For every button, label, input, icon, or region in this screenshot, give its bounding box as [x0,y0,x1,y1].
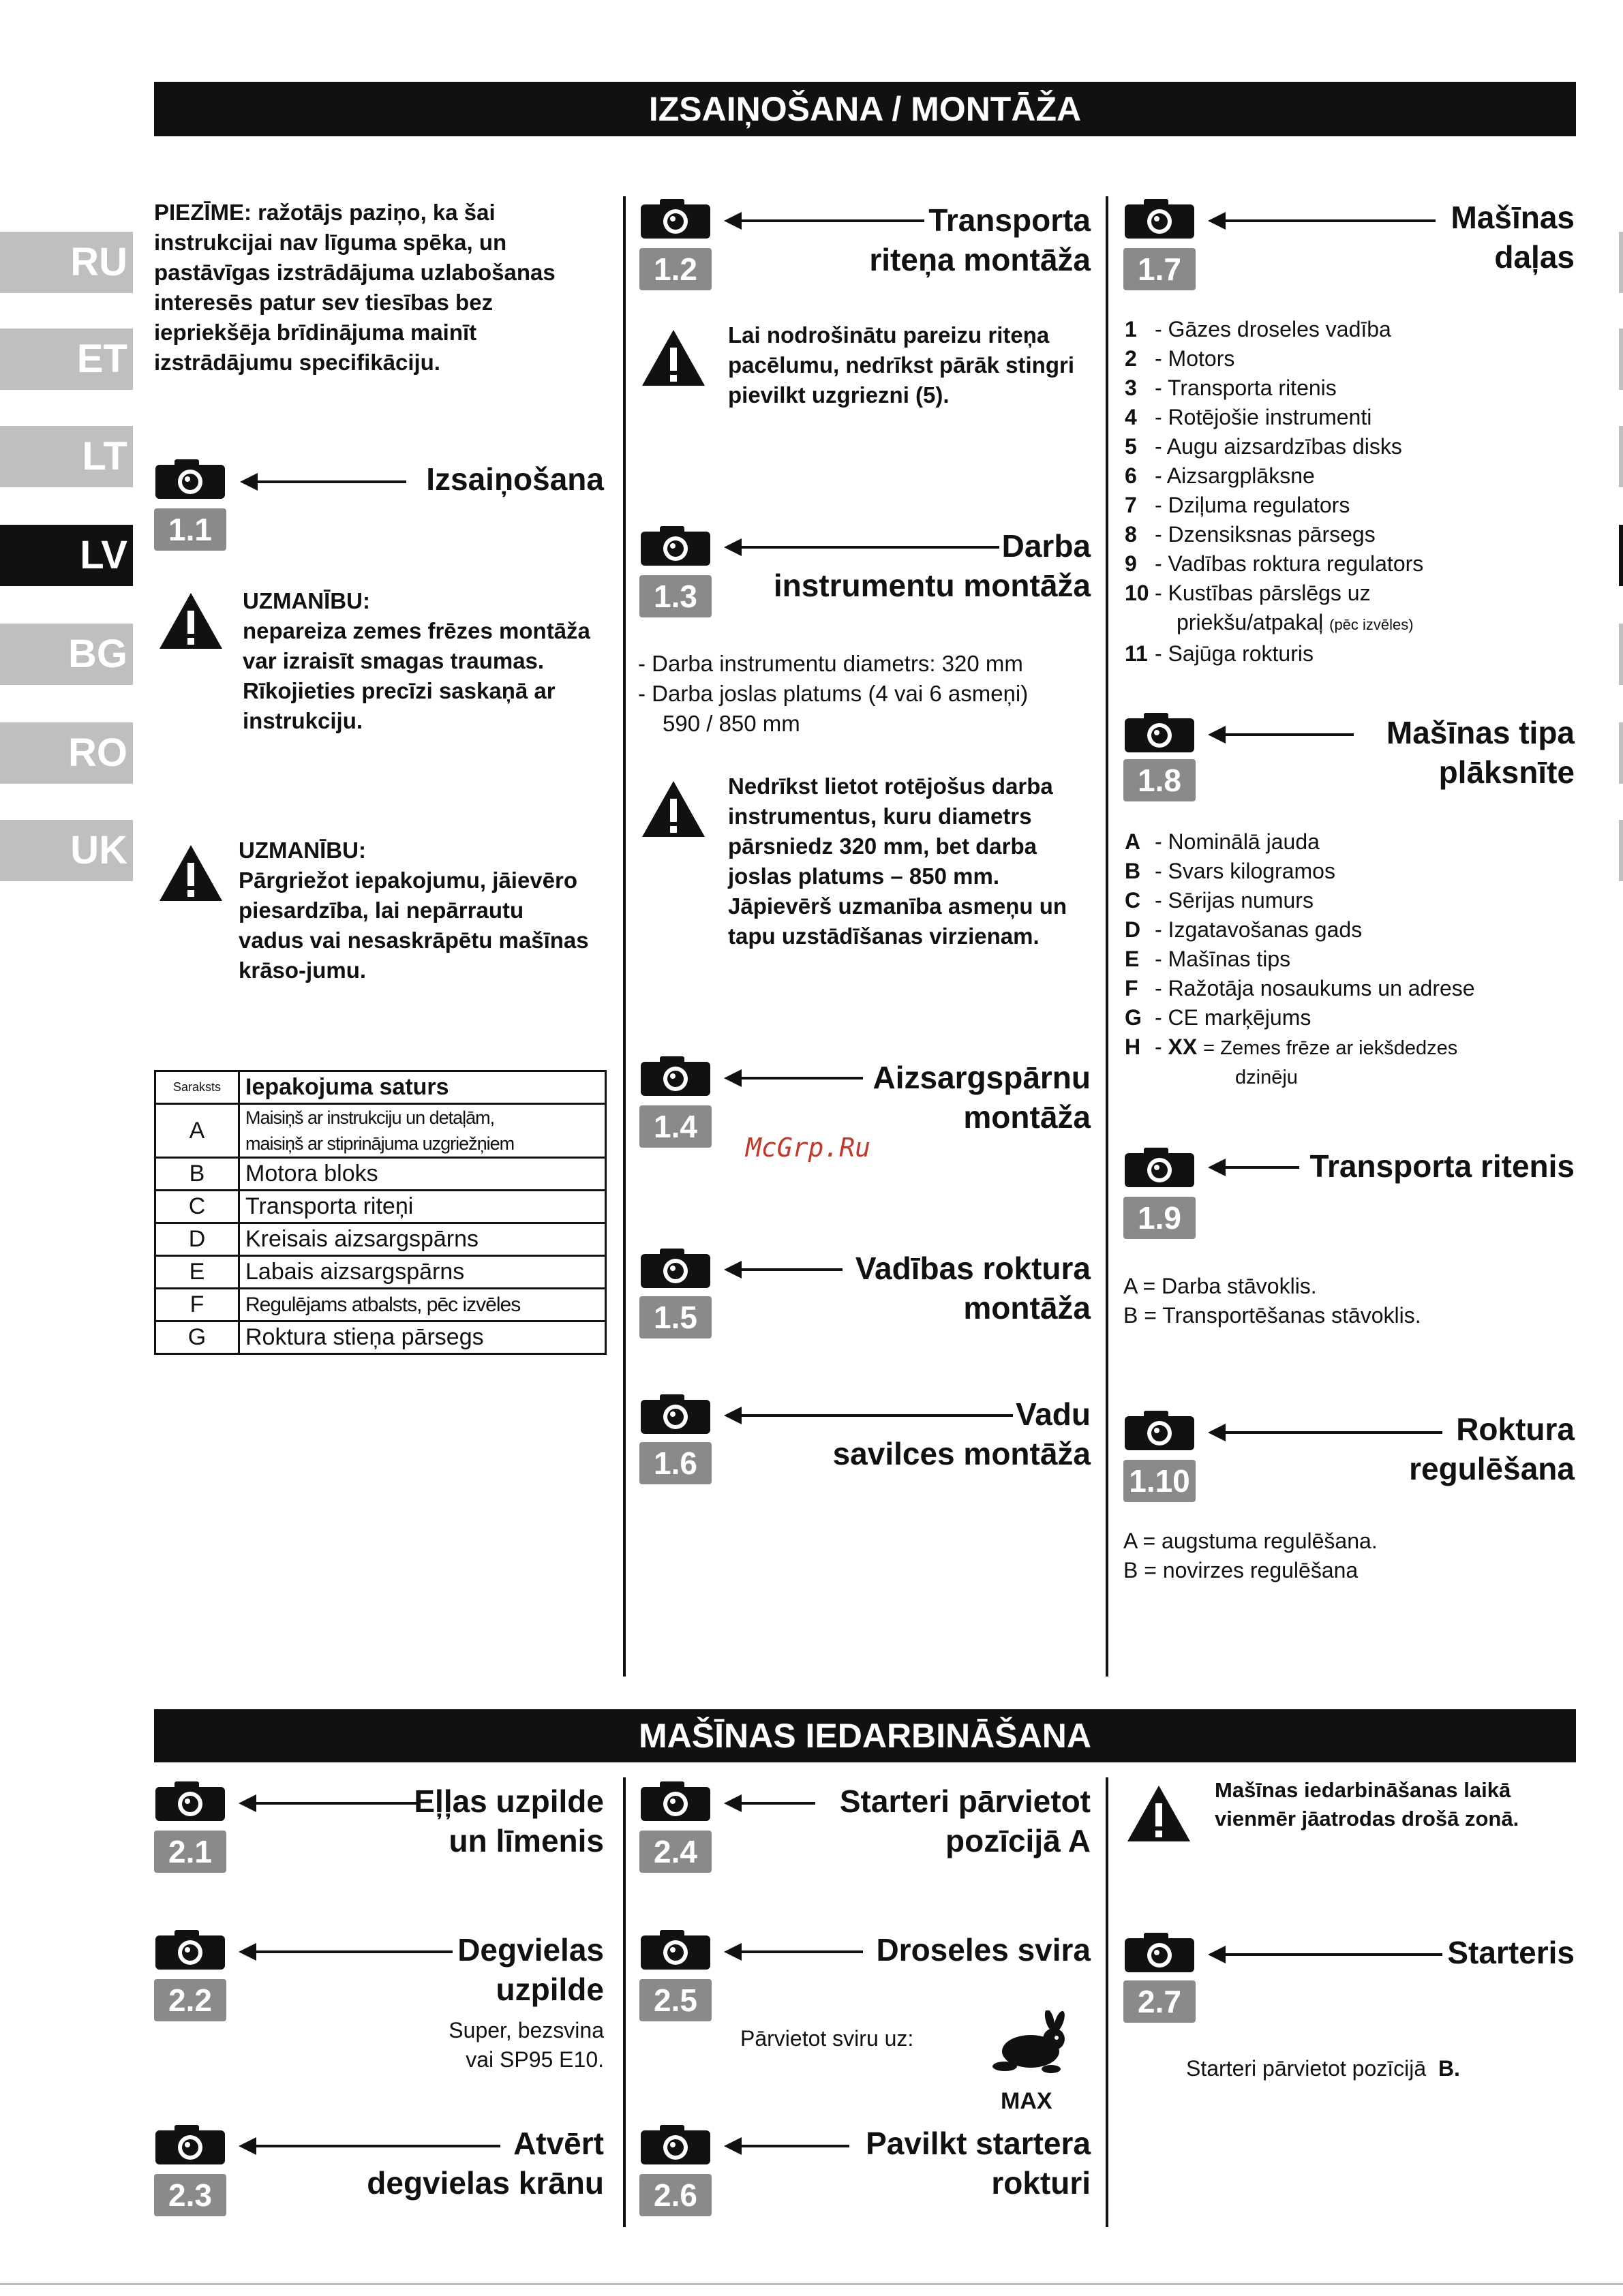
title-line: instrumentu montāža [773,568,1091,603]
list-item: 5 - Augu aizsardzības disks [1125,434,1402,459]
lang-tab-lt[interactable]: LT [0,426,133,487]
section-number: 1.4 [639,1105,712,1148]
parts-list [1125,315,1575,669]
table-cell: E [155,1256,239,1289]
table-row [155,1289,606,1321]
warning-icon [639,778,708,840]
list-item: H - XX = Zemes frēze ar iekšdedzes [1125,1035,1458,1059]
table-row [155,1191,606,1223]
column-divider [623,196,626,1677]
camera-icon [154,1929,226,1971]
section-number: 1.10 [1123,1460,1196,1502]
right-edge-tab [1619,232,1623,293]
starter-note-text: Starteri pārvietot pozīcijā [1186,2056,1427,2081]
section-number: 1.3 [639,575,712,617]
choke-max-label: MAX [1001,2088,1052,2114]
lang-tab-ro[interactable]: RO [0,722,133,784]
list-item: 6 - Aizsargplāksne [1125,463,1315,488]
title-line: Pavilkt startera [866,2126,1091,2161]
title-line: Atvērt [513,2126,604,2161]
title-line: Roktura [1456,1411,1575,1447]
list-item: A = augstuma regulēšana. [1123,1529,1378,1553]
list-item: 1 - Gāzes droseles vadība [1125,317,1391,341]
title-line: Transporta [928,202,1091,238]
package-contents-table [154,1070,607,1355]
list-item: 2 - Motors [1125,346,1235,371]
startup-warning-text: Mašīnas iedarbināšanas laikā vienmēr jāatrodas drošā zonā. [1215,1778,1519,1831]
camera-icon [639,1393,712,1435]
choke-text: Pārvietot sviru uz: [740,2026,914,2051]
section-number: 2.7 [1123,1980,1196,2023]
warning-icon [157,590,225,652]
table-row [155,1158,606,1191]
title-line: Darba [1001,528,1091,564]
list-item: B = Transportēšanas stāvoklis. [1123,1303,1421,1328]
title-line: un līmenis [449,1823,604,1858]
section-number: 1.9 [1123,1197,1196,1239]
list-item: A = Darba stāvoklis. [1123,1274,1317,1298]
table-cell: Kreisais aizsargspārns [239,1223,606,1256]
title-line: daļas [1494,239,1575,275]
starter-note-pos: B. [1438,2056,1460,2081]
warning-icon [1125,1783,1193,1844]
section-1-4-title [750,1058,1091,1137]
section-number: 1.5 [639,1296,712,1338]
list-item: 10 - Kustības pārslēgs uz [1125,581,1371,605]
title-line: montāža [963,1099,1091,1135]
list-item: 4 - Rotējošie instrumenti [1125,405,1372,429]
table-header-cell: Saraksts [155,1071,239,1104]
warning-label: UZMANĪBU: [239,838,366,863]
table-cell: Transporta riteņi [239,1191,606,1223]
table-row [155,1223,606,1256]
list-item: 9 - Vadības roktura regulators [1125,551,1424,576]
camera-icon [1123,198,1196,240]
section-1-3-title [750,526,1091,605]
section-number: 1.6 [639,1442,712,1484]
handle-adjust [1123,1527,1573,1585]
list-item: B = novirzes regulēšana [1123,1558,1359,1582]
section-2-4-title [750,1781,1091,1861]
section-2-2-title [273,1930,604,2009]
camera-icon [639,1780,712,1822]
list-item: dzinēju [1235,1067,1298,1088]
table-header-cell: Iepakojuma saturs [239,1071,606,1104]
list-item: 11 - Sajūga rokturis [1125,641,1314,666]
table-header-row [155,1071,606,1104]
list-item: G - CE marķējums [1125,1005,1311,1030]
table-cell: Regulējams atbalsts, pēc izvēles [239,1289,606,1321]
fuel-note [286,2016,604,2075]
startup-banner: MAŠĪNAS IEDARBINĀŠANA [154,1709,1576,1762]
section-1-8-title [1295,713,1575,792]
instrument-specs [638,649,1102,739]
section-1-10-title [1295,1409,1575,1488]
camera-icon [1123,1409,1196,1452]
table-cell: D [155,1223,239,1256]
right-edge-tab [1619,426,1623,487]
section-1-6-title [750,1394,1091,1473]
list-item: priekšu/atpakaļ (pēc izvēles) [1177,610,1414,634]
lang-tab-lv[interactable]: LV [0,525,133,586]
camera-icon [639,525,712,567]
section-number: 2.1 [154,1831,226,1873]
column-divider [623,1777,626,2227]
spec-line: - Darba joslas platums (4 vai 6 asmeņi) [638,681,1029,706]
lang-tab-uk[interactable]: UK [0,820,133,881]
warning-1-2-text: Lai nodrošinātu pareizu riteņa pacēlumu, nedrīkst pārāk stingri pievilkt uzgriezni (5). [728,322,1074,408]
note-label: PIEZĪME: [154,200,252,225]
list-item: C - Sērijas numurs [1125,888,1314,913]
lang-tab-ru[interactable]: RU [0,232,133,293]
table-row [155,1321,606,1354]
camera-icon [1123,1146,1196,1189]
list-item: A - Nominālā jauda [1125,829,1320,854]
title-line: pozīcijā A [945,1823,1091,1858]
title-line: Starteri pārvietot [839,1784,1091,1819]
title-line: Mašīnas tipa [1386,715,1575,750]
title-line: montāža [963,1290,1091,1326]
table-cell-line: Maisiņš ar instrukciju un detaļām, [245,1107,495,1128]
right-edge-tab [1619,722,1623,784]
right-edge-tab [1619,624,1623,685]
lang-tab-et[interactable]: ET [0,328,133,390]
warning-1-3-text: Nedrīkst lietot rotējošus darba instrumentus, kuru diametrs pārsniedz 320 mm, bet darba joslas platums – 850 mm. Jāpievērš uzmanība asmeņu un tapu uzstādīšanas virzienam. [728,774,1067,949]
warning-icon [639,327,708,388]
warning-2-text [239,836,593,985]
camera-icon [154,2124,226,2166]
title-line: Aizsargspārnu [873,1060,1091,1095]
warning-body: Pārgriežot iepakojumu, jāievēro piesardzība, lai nepārrautu vadus vai nesaskrāpētu mašīnas krāso-jumu. [239,868,589,983]
title-line: degvielas krānu [367,2165,604,2201]
section-number: 2.3 [154,2174,226,2216]
camera-icon [1123,1931,1196,1974]
section-1-2-title [750,200,1091,279]
column-divider [1106,1777,1108,2227]
table-cell: F [155,1289,239,1321]
title-line: savilces montāža [832,1436,1091,1471]
warning-label: UZMANĪBU: [243,588,370,613]
table-cell: A [155,1104,239,1158]
list-item: B - Svars kilogramos [1125,859,1335,883]
section-number: 1.2 [639,248,712,290]
title-line: Vadības roktura [855,1251,1091,1286]
camera-icon [1123,711,1196,754]
section-2-5-title: Droseles svira [876,1932,1091,1968]
arrow-icon [1211,1166,1299,1169]
section-1-9-title: Transporta ritenis [1309,1148,1575,1184]
warning-icon [157,842,225,904]
table-row [155,1104,606,1158]
section-number: 2.2 [154,1979,226,2021]
plate-list [1125,827,1575,1092]
table-cell: C [155,1191,239,1223]
section-1-7-title [1295,198,1575,277]
arrow-icon [243,480,406,483]
spec-line: - Darba instrumentu diametrs: 320 mm [638,651,1023,676]
section-2-7-title: Starteris [1447,1935,1575,1970]
table-cell: G [155,1321,239,1354]
section-2-3-title [273,2124,604,2203]
section-1-1-title: Izsaiņošana [426,461,604,497]
table-cell: Motora bloks [239,1158,606,1191]
warning-1-text [243,586,597,736]
rabbit-icon [991,2010,1073,2079]
camera-icon [639,198,712,240]
section-number: 1.8 [1123,759,1196,801]
starter-note [1186,2054,1568,2083]
watermark: McGrp.Ru [746,1133,871,1163]
camera-icon [639,1929,712,1971]
camera-icon [639,2124,712,2166]
section-number: 2.6 [639,2174,712,2216]
table-row [155,1256,606,1289]
title-line: uzpilde [496,1972,604,2007]
table-cell-line: maisiņš ar stiprinājuma uzgriežņiem [245,1133,515,1154]
list-item: E - Mašīnas tips [1125,947,1291,971]
section-2-1-title [273,1781,604,1861]
note-line: vai SP95 E10. [466,2047,604,2072]
section-number: 2.4 [639,1831,712,1873]
column-divider [1106,196,1108,1677]
camera-icon [154,1780,226,1822]
camera-icon [639,1055,712,1097]
camera-icon [154,458,226,500]
title-line: Vadu [1016,1396,1091,1432]
title-line: rokturi [991,2165,1091,2201]
list-item: D - Izgatavošanas gads [1125,917,1363,942]
list-item: 3 - Transporta ritenis [1125,376,1337,400]
list-item: 7 - Dziļuma regulators [1125,493,1350,517]
list-item: 8 - Dzensiksnas pārsegs [1125,522,1376,547]
section-number: 1.1 [154,508,226,551]
list-item: F - Ražotāja nosaukums un adrese [1125,976,1475,1000]
right-edge-tab [1619,525,1623,586]
note-paragraph [154,198,604,378]
note-text: ražotājs paziņo, ka šai instrukcijai nav līguma spēka, un pastāvīgas izstrādājuma uzlabošanas interesēs patur sev tiesības bez iepriekšēja brīdinājuma mainīt izstrādājumu specifikāciju. [154,200,556,375]
bottom-rule [0,2283,1623,2285]
section-number: 2.5 [639,1979,712,2021]
table-cell: Roktura stieņa pārsegs [239,1321,606,1354]
title-line: regulēšana [1409,1451,1575,1486]
note-line: Super, bezsvina [449,2018,604,2042]
title-line: riteņa montāža [869,242,1091,277]
right-edge-tab [1619,820,1623,881]
section-2-6-title [750,2124,1091,2203]
title-line: Eļļas uzpilde [414,1784,604,1819]
table-cell: Labais aizsargspārns [239,1256,606,1289]
spec-line: 590 / 850 mm [663,711,800,736]
title-line: Mašīnas [1451,200,1575,235]
title-line: plāksnīte [1438,754,1575,790]
assembly-banner: IZSAIŅOŠANA / MONTĀŽA [154,82,1576,136]
wheel-positions [1123,1272,1573,1330]
lang-tab-bg[interactable]: BG [0,624,133,685]
warning-body: nepareiza zemes frēzes montāža var izraisīt smagas traumas. Rīkojieties precīzi saskaņā ar instrukciju. [243,618,590,733]
title-line: Degvielas [457,1932,604,1968]
table-cell: B [155,1158,239,1191]
right-edge-tab [1619,328,1623,390]
camera-icon [639,1247,712,1289]
section-number: 1.7 [1123,248,1196,290]
section-1-5-title [750,1249,1091,1328]
table-cell [239,1104,606,1158]
